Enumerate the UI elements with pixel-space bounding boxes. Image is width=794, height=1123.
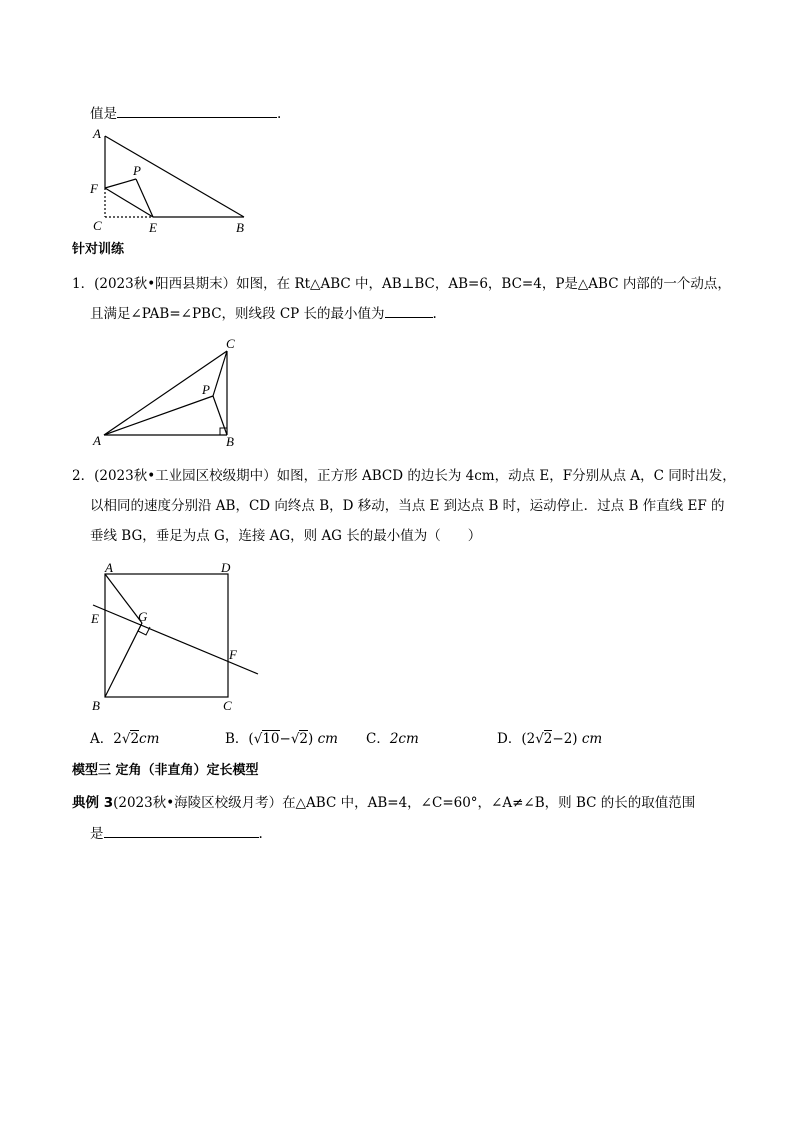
fig3-label-a: A bbox=[105, 560, 113, 575]
fig3-label-g: G bbox=[138, 609, 148, 624]
option-d-radicand: 2 bbox=[543, 731, 553, 747]
q2-line2: 以相同的速度分别沿 AB，CD 向终点 B，D 移动，当点 E 到达点 B 时，运动停止．过点 B 作直线 EF 的 bbox=[90, 498, 725, 514]
q1-line2 bbox=[90, 305, 437, 322]
fig1-label-p: P bbox=[133, 163, 141, 178]
q1-answer-blank bbox=[385, 305, 433, 318]
option-d[interactable] bbox=[497, 731, 602, 747]
option-b-unit: cm bbox=[317, 731, 338, 747]
q1-suffix: . bbox=[432, 306, 437, 322]
option-b[interactable] bbox=[225, 731, 338, 747]
sqrt-sign-icon: √ bbox=[121, 731, 131, 747]
example3-answer-blank bbox=[104, 825, 259, 838]
figure-1-triangle bbox=[85, 124, 260, 236]
intro-line bbox=[90, 105, 281, 122]
fig3-label-b: B bbox=[92, 698, 100, 713]
answer-blank bbox=[117, 105, 277, 118]
option-b-minus: − bbox=[279, 731, 291, 747]
option-a-unit: cm bbox=[139, 731, 160, 747]
option-a-radicand: 2 bbox=[130, 731, 140, 747]
sqrt-sign-icon: √ bbox=[290, 731, 300, 747]
intro-suffix: . bbox=[277, 106, 282, 122]
fig3-label-d: D bbox=[221, 560, 231, 575]
fig2-edge-pc bbox=[213, 351, 227, 396]
q2-line3: 垂线 BG，垂足为点 G，连接 AG，则 AG 长的最小值为（ ） bbox=[90, 528, 482, 544]
option-b-close: ) bbox=[308, 731, 314, 747]
fig3-label-c: C bbox=[223, 698, 232, 713]
fig1-label-c: C bbox=[93, 218, 102, 233]
q1-line1 bbox=[72, 276, 731, 292]
fig3-label-f: F bbox=[229, 647, 237, 662]
fig3-line-ef bbox=[93, 605, 258, 674]
fig1-edge-fe bbox=[105, 188, 153, 217]
example3-prefix: 是 bbox=[90, 826, 104, 842]
option-c-label: C． bbox=[366, 731, 390, 747]
fig3-segment-ag bbox=[105, 574, 142, 623]
q1-text-line2: 且满足∠PAB=∠PBC，则线段 CP 长的最小值为 bbox=[90, 306, 385, 322]
figure-3-square bbox=[85, 558, 265, 716]
option-d-open: (2 bbox=[521, 731, 536, 747]
option-b-label: B． bbox=[225, 731, 249, 747]
example3-head: 典例 3 bbox=[72, 795, 114, 811]
option-c[interactable] bbox=[366, 731, 419, 747]
fig2-label-p: P bbox=[202, 382, 210, 397]
q2-text-line1: (2023秋•工业园区校级期中）如图，正方形 ABCD 的边长为 4cm，动点 E，F分别从点 A，C 同时出发， bbox=[94, 468, 736, 484]
sqrt-sign-icon: √ bbox=[535, 731, 544, 747]
sqrt-sign-icon: √ bbox=[253, 731, 263, 747]
option-b-open: ( bbox=[248, 731, 254, 747]
option-a-label: A． bbox=[90, 731, 114, 747]
option-a-coef: 2 bbox=[113, 731, 122, 747]
section-heading-training: 针对训练 bbox=[72, 242, 125, 257]
intro-prefix: 值是 bbox=[90, 106, 117, 122]
q1-number: 1． bbox=[72, 276, 95, 292]
fig2-label-b: B bbox=[226, 434, 234, 447]
model3-heading: 模型三 定角（非直角）定长模型 bbox=[72, 763, 259, 778]
example3-line1 bbox=[72, 795, 695, 811]
q2-line1 bbox=[72, 468, 736, 484]
fig3-label-e: E bbox=[91, 611, 99, 626]
fig3-segment-bg bbox=[105, 623, 142, 697]
example3-line2 bbox=[90, 825, 263, 842]
option-d-rest: −2) bbox=[552, 731, 578, 747]
example3-text-line1: (2023秋•海陵区校级月考）在△ABC 中，AB=4，∠C=60°，∠A≠∠B，则 BC 的长的取值范围 bbox=[113, 795, 696, 811]
fig2-label-c: C bbox=[226, 336, 235, 351]
fig2-edge-ap bbox=[104, 396, 213, 435]
option-b-radicand-2: 2 bbox=[299, 731, 309, 747]
fig1-label-e: E bbox=[149, 220, 157, 235]
figure-2-triangle bbox=[88, 335, 248, 447]
fig1-label-a: A bbox=[93, 126, 101, 141]
option-d-unit: cm bbox=[581, 731, 603, 747]
option-d-label: D． bbox=[497, 731, 522, 747]
fig1-edge-ab bbox=[105, 136, 244, 217]
option-a[interactable] bbox=[90, 731, 159, 747]
example3-suffix: . bbox=[258, 826, 263, 842]
fig1-label-b: B bbox=[236, 220, 244, 235]
fig2-label-a: A bbox=[93, 433, 101, 447]
fig1-label-f: F bbox=[90, 181, 98, 196]
option-b-radicand-1: 10 bbox=[262, 731, 280, 747]
q1-text-line1: (2023秋•阳西县期末）如图，在 Rt△ABC 中，AB⊥BC，AB=6，BC=4，P是△ABC 内部的一个动点， bbox=[94, 276, 731, 292]
fig1-edge-fp bbox=[105, 179, 136, 188]
option-c-value: 2cm bbox=[389, 731, 419, 747]
q2-number: 2． bbox=[72, 468, 95, 484]
